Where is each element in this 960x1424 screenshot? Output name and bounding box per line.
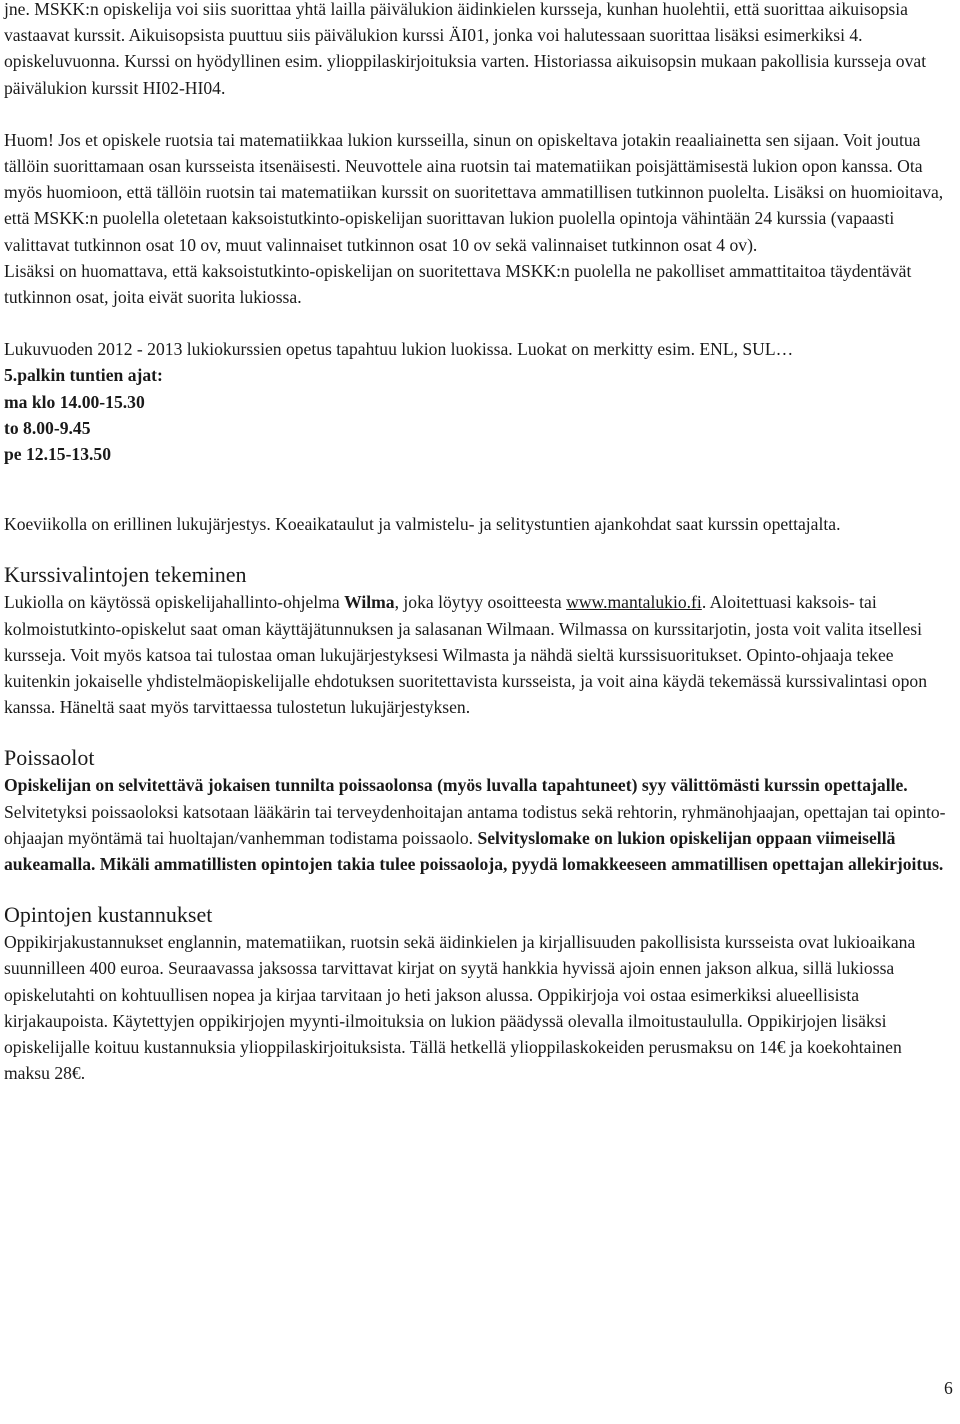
note-paragraph-2: Lisäksi on huomattava, että kaksoistutkinto-opiskelijan on suoritettava MSKK:n puolella ne pakolliset ammattitaitoa täydentävät tutkinnon osat, joita eivät suorita lukiossa. [4,260,912,308]
costs-paragraph: Oppikirjakustannukset englannin, matematiikan, ruotsin sekä äidinkielen ja kirjallisuuden pakollisista kursseista ovat lukioaikana suunnilleen 400 euroa. Seuraavassa jaksossa tarvittavat kirjat on syytä hankkia hyvissä ajoin ennen jakson alkua, sillä lukiossa opiskelutahti on kohtuullisen nopea ja kirjaa tarvitaan jo heti jakson alussa. Oppikirjoja voi ostaa esimerkiksi alueellisista kirjakaupoista. Käytettyjen oppikirjojen myynti-ilmoituksia on lukion päädyssä olevalla ilmoitustaululla. Oppikirjojen lisäksi opiskelijalle koituu kustannuksia ylioppilaskirjoituksista. Tällä hetkellä ylioppilaskokeiden perusmaksu on 14€ ja koekohtainen maksu 28€. [4,932,916,1084]
schedule-title: 5.palkin tuntien ajat: [4,365,163,386]
exams-paragraph: Koeviikolla on erillinen lukujärjestys. Koeaikataulut ja valmistelu- ja selitystuntien ajankohdat saat kurssin opettajalta. [4,514,841,535]
page-number: 6 [944,1378,953,1398]
note-paragraph: Huom! Jos et opiskele ruotsia tai matematiikkaa lukion kursseilla, sinun on opiskeltava jotakin reaaliainetta sen sijaan. Voit joutua tällöin suorittamaan osan kursseista itsenäisesti. Neuvottele aina ruotsin tai matematiikan poisjättämisestä lukion opon kanssa. Ota myös huomioon, että tällöin ruotsin tai matematiikan kurssit on suoritettava ammatillisen tutkinnon puolelta. Lisäksi on huomioitava, että MSKK:n puolella oletetaan kaksoistutkinto-opiskelijan suorittavan lukion puolella opintoja vähintään 24 kurssia (vapaasti valittavat tutkinnon osat 10 ov, muut valinnaiset tutkinnon osat 10 ov sekä valinnaiset tutkinnon osat 4 ov). [4,129,944,255]
course-selection-paragraph: Lukiolla on käytössä opiskelijahallinto-ohjelma Wilma, joka löytyy osoitteesta www.mantalukio.fi. Aloitettuasi kaksois- tai kolmoistutkinto-opiskelut saat oman käyttäjätunnuksen ja salasanan Wilmaan. Wilmassa on kurssitarjotin, josta voit valita itsellesi kursseja. Voit myös katsoa tai tulostaa oman lukujärjestyksesi Wilmasta ja nähdä sieltä kurssisuoritukset. Opinto-ohjaaja tekee kuitenkin jokaiselle yhdistelmäopiskelijalle ehdotuksen suoritettavista kursseista, ja voit aina käydä tekemässä kurssivalintasi opon kanssa. Häneltä saat myös tarvittaessa tulostetun lukujärjestyksen. [4,592,927,718]
intro-paragraph: jne. MSKK:n opiskelija voi siis suorittaa yhtä lailla päivälukion äidinkielen kursseja, kunhan huolehtii, että suorittaa aikuisopsia vastaavat kurssit. Aikuisopsista puuttuu siis päivälukion kurssi ÄI01, jonka voi halutessaan suorittaa lisäksi esimerkiksi 4. opiskeluvuonna. Kurssi on hyödyllinen esim. ylioppilaskirjoituksia varten. Historiassa aikuisopsin mukaan pakollisia kursseja ovat päivälukion kurssit HI02-HI04. [4,0,927,98]
schedule-time-thu: to 8.00-9.45 [4,417,91,438]
schedule-intro: Lukuvuoden 2012 - 2013 lukiokurssien opetus tapahtuu lukion luokissa. Luokat on merkitty esim. ENL, SUL… [4,339,794,360]
school-website-link[interactable]: www.mantalukio.fi [566,592,702,613]
absences-heading: Poissaolot [4,745,95,771]
costs-heading: Opintojen kustannukset [4,902,213,928]
schedule-time-mon: ma klo 14.00-15.30 [4,391,145,412]
wilma-name: Wilma [344,592,395,613]
course-selection-heading: Kurssivalintojen tekeminen [4,562,247,588]
document-page [4,0,952,1087]
absences-paragraph: Opiskelijan on selvitettävä jokaisen tunnilta poissaolonsa (myös luvalla tapahtuneet) syy välittömästi kurssin opettajalle. Selvitetyksi poissaoloksi katsotaan lääkärin tai terveydenhoitajan antama todistus sekä rehtorin, ryhmänohjaajan, opettajan tai opinto-ohjaajan myöntämä tai huoltajan/vanhemman todistama poissaolo. Selvityslomake on lukion opiskelijan oppaan viimeisellä aukeamalla. Mikäli ammatillisten opintojen takia tulee poissaoloja, pyydä lomakkeeseen ammatillisen opettajan allekirjoitus. [4,775,946,875]
schedule-time-fri: pe 12.15-13.50 [4,444,112,465]
